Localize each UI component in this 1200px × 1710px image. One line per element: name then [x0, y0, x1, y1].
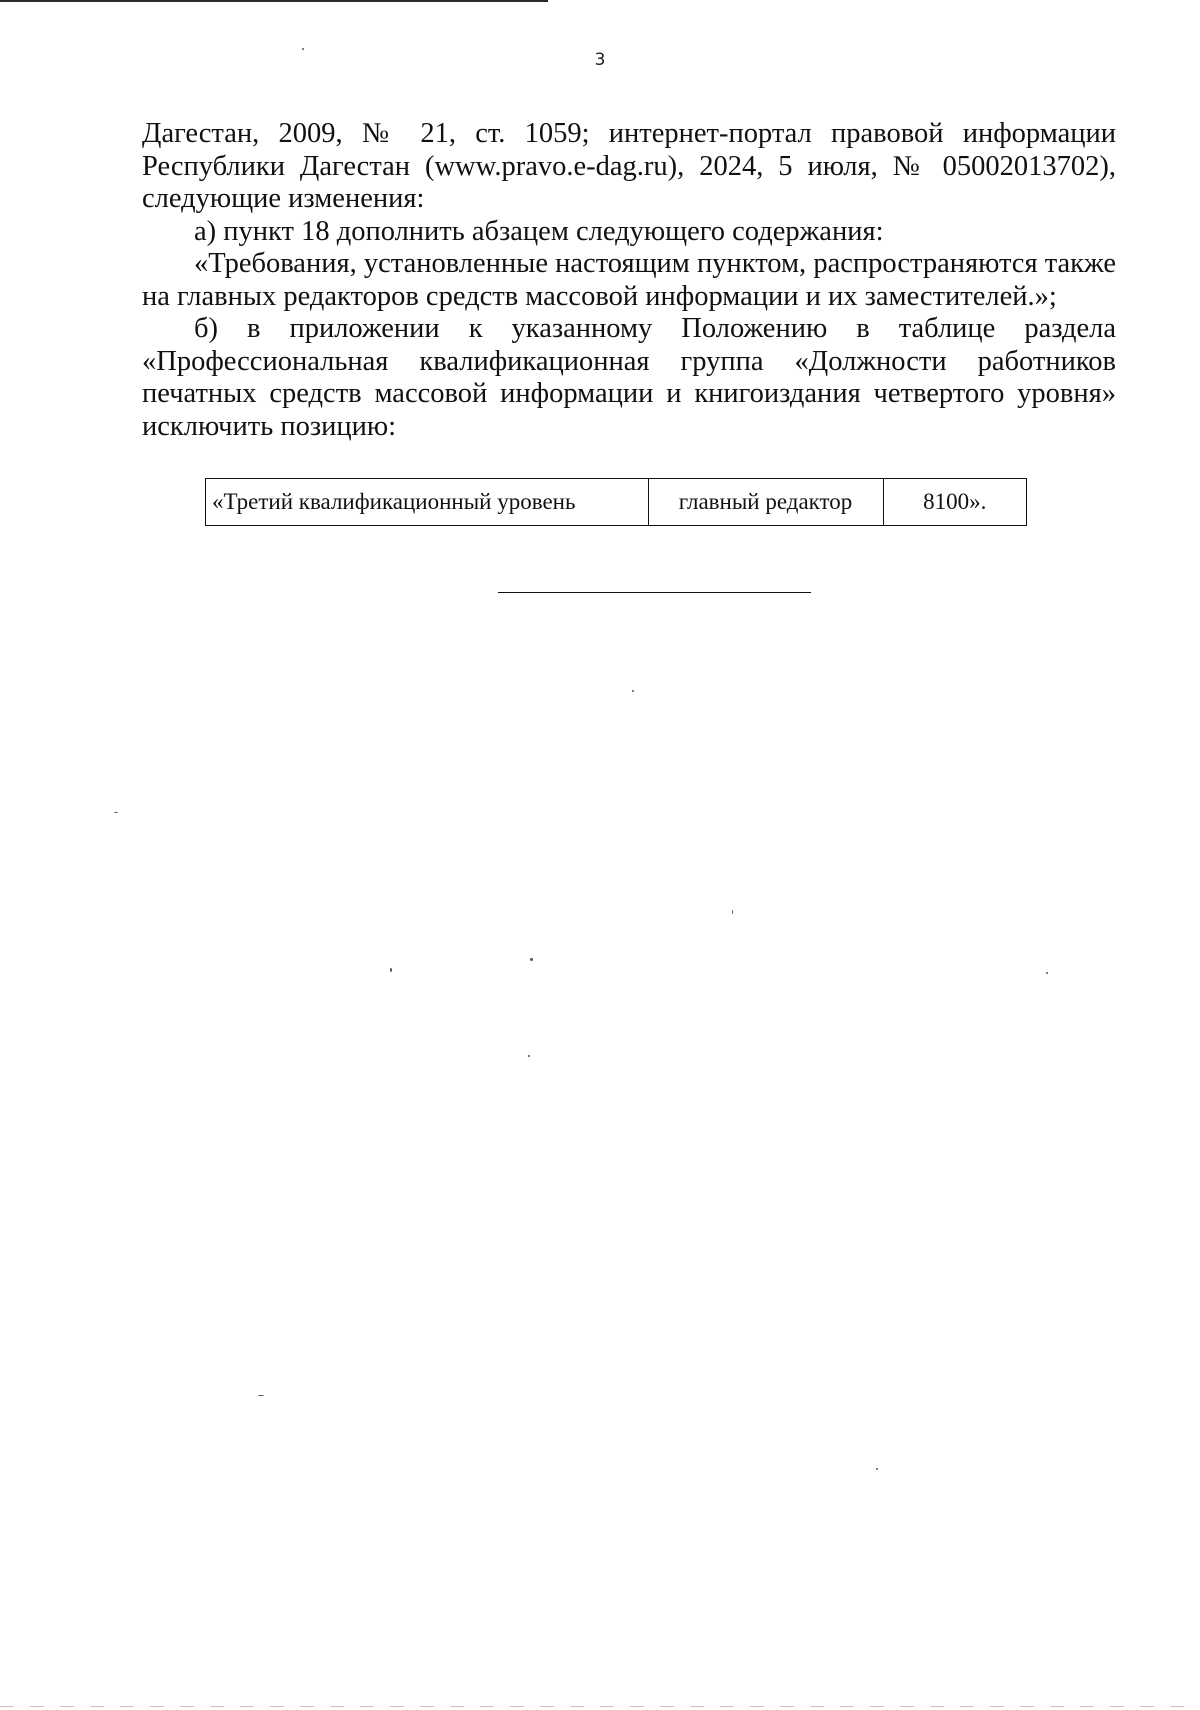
scan-edge-top	[0, 0, 548, 2]
position-cell: главный редактор	[648, 479, 883, 526]
position-table	[205, 478, 1027, 526]
qualification-level-cell: «Третий квалификационный уровень	[206, 479, 649, 526]
paragraph-item-a: а) пункт 18 дополнить абзацем следующего содержания:	[194, 215, 884, 247]
document-body	[142, 118, 1116, 443]
scan-speck	[302, 48, 304, 50]
scan-speck	[876, 1468, 878, 1470]
paragraph-citation: Дагестан, 2009, № 21, ст. 1059; интернет-портал правовой информации Республики Дагестан (www.pravo.e-dag.ru), 2024, 5 июля, № 05002013702), следующие изменения:	[142, 118, 1116, 214]
scan-edge-bottom	[0, 1706, 1200, 1707]
scan-speck	[258, 1395, 264, 1396]
page-number: 3	[594, 50, 606, 70]
scan-speck	[114, 812, 118, 813]
scan-speck	[732, 910, 733, 914]
scan-speck	[1046, 972, 1048, 974]
end-separator-line	[498, 592, 811, 593]
salary-cell: 8100».	[883, 479, 1026, 526]
table-row	[206, 479, 1027, 526]
paragraph-quoted-requirement: «Требования, установленные настоящим пунктом, распространяются также на главных редакторов средств массовой информации и их заместителей.»;	[142, 248, 1116, 312]
scan-speck	[528, 1055, 530, 1057]
paragraph-item-b: б) в приложении к указанному Положению в таблице раздела «Профессиональная квалификационная группа «Должности работников печатных средств массовой информации и книгоиздания четвертого уровня» исключить позицию:	[142, 313, 1116, 442]
scan-speck	[530, 958, 533, 961]
scan-speck	[390, 968, 392, 972]
scan-speck	[632, 690, 634, 692]
